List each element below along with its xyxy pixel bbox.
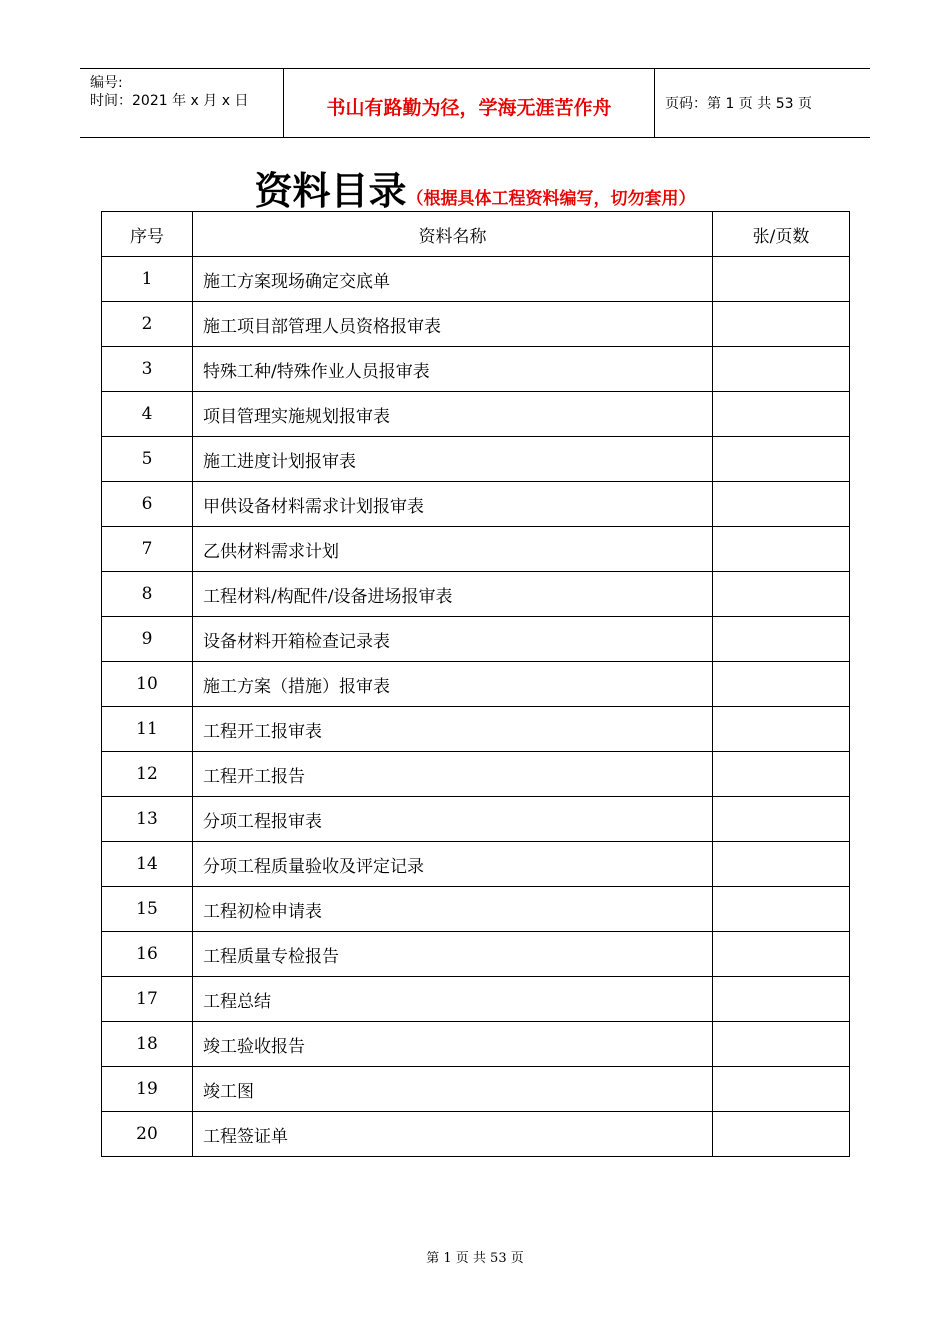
row-no: 11 bbox=[102, 707, 193, 752]
title-note: （根据具体工程资料编写，切勿套用） bbox=[406, 189, 696, 209]
row-name: 工程签证单 bbox=[193, 1112, 713, 1157]
row-pages bbox=[713, 797, 850, 842]
table-row bbox=[102, 977, 850, 1022]
row-name: 施工方案（措施）报审表 bbox=[193, 662, 713, 707]
table-row bbox=[102, 752, 850, 797]
table-row bbox=[102, 482, 850, 527]
time-label: 时间：2021 年 x 月 x 日 bbox=[90, 93, 249, 109]
row-no: 20 bbox=[102, 1112, 193, 1157]
row-pages bbox=[713, 257, 850, 302]
header-pages: 张/页数 bbox=[713, 212, 850, 257]
row-name: 工程初检申请表 bbox=[193, 887, 713, 932]
row-name: 工程质量专检报告 bbox=[193, 932, 713, 977]
row-pages bbox=[713, 887, 850, 932]
row-no: 10 bbox=[102, 662, 193, 707]
table-row bbox=[102, 347, 850, 392]
row-pages bbox=[713, 662, 850, 707]
row-no: 4 bbox=[102, 392, 193, 437]
header-no: 序号 bbox=[102, 212, 193, 257]
row-no: 1 bbox=[102, 257, 193, 302]
row-pages bbox=[713, 347, 850, 392]
row-pages bbox=[713, 437, 850, 482]
row-pages bbox=[713, 482, 850, 527]
row-pages bbox=[713, 617, 850, 662]
table-row bbox=[102, 932, 850, 977]
row-name: 竣工验收报告 bbox=[193, 1022, 713, 1067]
table-row bbox=[102, 707, 850, 752]
row-no: 17 bbox=[102, 977, 193, 1022]
document-header bbox=[80, 68, 870, 138]
row-no: 19 bbox=[102, 1067, 193, 1112]
row-no: 6 bbox=[102, 482, 193, 527]
header-center-cell bbox=[283, 69, 655, 137]
row-no: 3 bbox=[102, 347, 193, 392]
row-no: 12 bbox=[102, 752, 193, 797]
table-row bbox=[102, 572, 850, 617]
row-pages bbox=[713, 1112, 850, 1157]
row-name: 项目管理实施规划报审表 bbox=[193, 392, 713, 437]
row-no: 18 bbox=[102, 1022, 193, 1067]
table-row bbox=[102, 257, 850, 302]
materials-table bbox=[101, 211, 850, 1157]
row-pages bbox=[713, 752, 850, 797]
motto-text: 书山有路勤为径，学海无涯苦作舟 bbox=[326, 97, 612, 119]
row-name: 分项工程报审表 bbox=[193, 797, 713, 842]
row-no: 2 bbox=[102, 302, 193, 347]
page-footer: 第 1 页 共 53 页 bbox=[426, 1251, 524, 1266]
header-right-cell bbox=[655, 69, 870, 137]
row-pages bbox=[713, 527, 850, 572]
row-no: 5 bbox=[102, 437, 193, 482]
table-row bbox=[102, 662, 850, 707]
row-name: 竣工图 bbox=[193, 1067, 713, 1112]
document-title bbox=[0, 160, 950, 215]
row-name: 特殊工种/特殊作业人员报审表 bbox=[193, 347, 713, 392]
row-pages bbox=[713, 977, 850, 1022]
table-row bbox=[102, 617, 850, 662]
row-name: 乙供材料需求计划 bbox=[193, 527, 713, 572]
row-no: 8 bbox=[102, 572, 193, 617]
row-name: 工程总结 bbox=[193, 977, 713, 1022]
row-name: 施工项目部管理人员资格报审表 bbox=[193, 302, 713, 347]
table-row bbox=[102, 392, 850, 437]
table-row bbox=[102, 302, 850, 347]
header-left-cell bbox=[80, 69, 283, 137]
row-pages bbox=[713, 842, 850, 887]
row-pages bbox=[713, 932, 850, 977]
header-name: 资料名称 bbox=[193, 212, 713, 257]
code-label: 编号: bbox=[90, 75, 123, 91]
row-name: 工程开工报审表 bbox=[193, 707, 713, 752]
table-row bbox=[102, 887, 850, 932]
row-name: 工程材料/构配件/设备进场报审表 bbox=[193, 572, 713, 617]
title-main: 资料目录 bbox=[254, 169, 407, 213]
row-no: 9 bbox=[102, 617, 193, 662]
table-row bbox=[102, 797, 850, 842]
table-row bbox=[102, 1112, 850, 1157]
row-no: 16 bbox=[102, 932, 193, 977]
row-no: 15 bbox=[102, 887, 193, 932]
row-name: 分项工程质量验收及评定记录 bbox=[193, 842, 713, 887]
table-row bbox=[102, 842, 850, 887]
row-name: 施工方案现场确定交底单 bbox=[193, 257, 713, 302]
page-info: 页码：第 1 页 共 53 页 bbox=[665, 96, 812, 112]
row-no: 14 bbox=[102, 842, 193, 887]
row-name: 施工进度计划报审表 bbox=[193, 437, 713, 482]
table-row bbox=[102, 437, 850, 482]
table-row bbox=[102, 1022, 850, 1067]
table-header-row bbox=[102, 212, 850, 257]
row-pages bbox=[713, 1067, 850, 1112]
row-pages bbox=[713, 392, 850, 437]
row-name: 工程开工报告 bbox=[193, 752, 713, 797]
row-pages bbox=[713, 572, 850, 617]
row-no: 7 bbox=[102, 527, 193, 572]
table-row bbox=[102, 1067, 850, 1112]
row-name: 甲供设备材料需求计划报审表 bbox=[193, 482, 713, 527]
row-no: 13 bbox=[102, 797, 193, 842]
row-pages bbox=[713, 1022, 850, 1067]
table-row bbox=[102, 527, 850, 572]
row-pages bbox=[713, 302, 850, 347]
row-pages bbox=[713, 707, 850, 752]
row-name: 设备材料开箱检查记录表 bbox=[193, 617, 713, 662]
